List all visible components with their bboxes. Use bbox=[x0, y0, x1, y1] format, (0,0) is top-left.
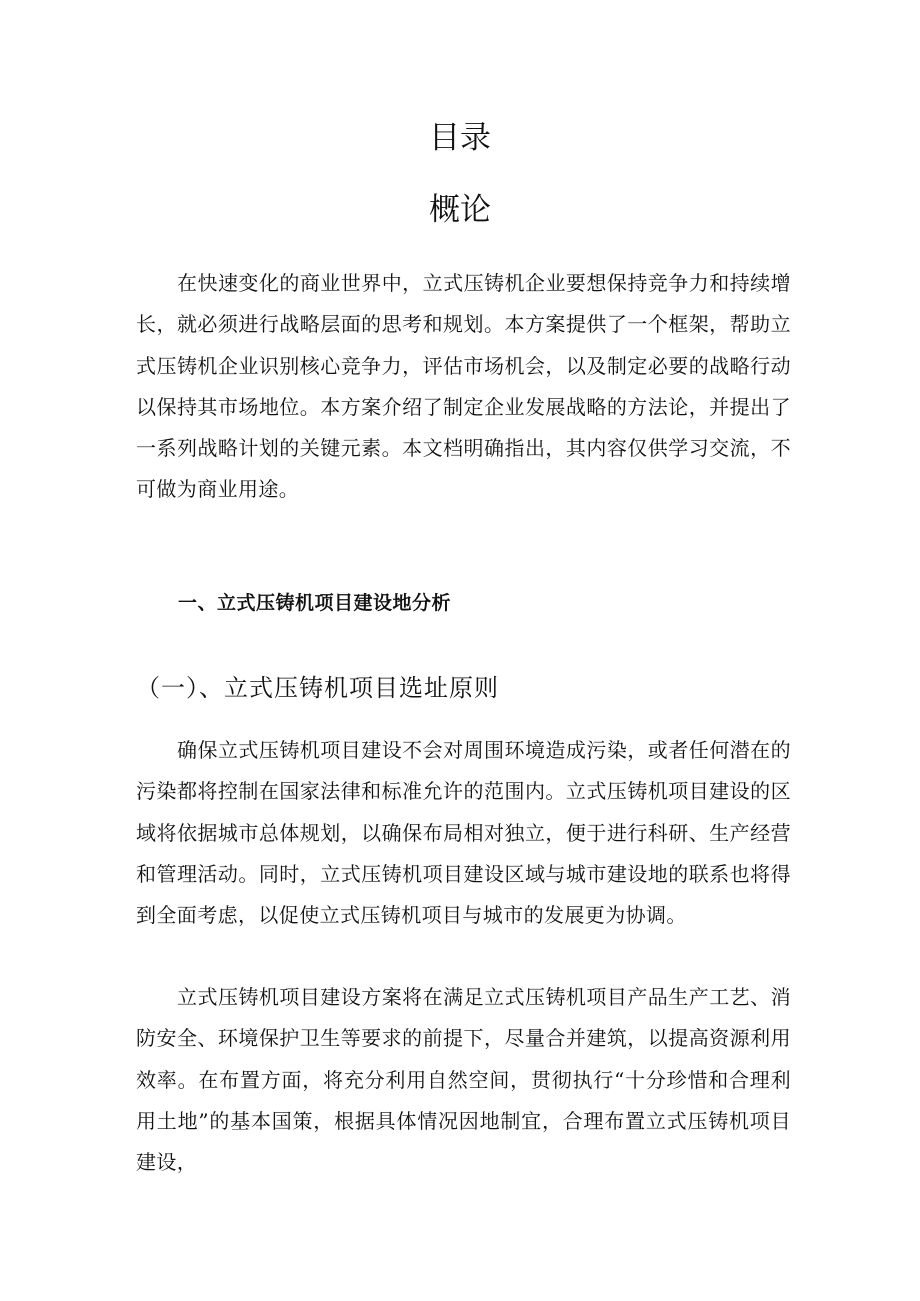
section-heading: 一、立式压铸机项目建设地分析 bbox=[178, 592, 452, 614]
toc-title: 目录 bbox=[429, 120, 491, 156]
intro-paragraph: 在快速变化的商业世界中，立式压铸机企业要想保持竞争力和持续增长，就必须进行战略层面的思考和规划。本方案提供了一个框架，帮助立式压铸机企业识别核心竞争力，评估市场机会，以及制定必要的战略行动以保持其市场地位。本方案介绍了制定企业发展战略的方法论，并提出了一系列战略计划的关键元素。本文档明确指出，其内容仅供学习交流，不可做为商业用途。 bbox=[136, 271, 791, 502]
intro-title: 概论 bbox=[429, 192, 491, 228]
subsection-heading: （一）、立式压铸机项目选址原则 bbox=[136, 674, 499, 702]
body-paragraph: 确保立式压铸机项目建设不会对周围环境造成污染，或者任何潜在的污染都将控制在国家法律和标准允许的范围内。立式压铸机项目建设的区域将依据城市总体规划，以确保布局相对独立，便于进行科研、生产经营和管理活动。同时，立式压铸机项目建设区域与城市建设地的联系也将得到全面考虑，以促使立式压铸机项目与城市的发展更为协调。 bbox=[136, 738, 791, 928]
body-paragraph: 立式压铸机项目建设方案将在满足立式压铸机项目产品生产工艺、消防安全、环境保护卫生等要求的前提下，尽量合并建筑，以提高资源利用效率。在布置方面，将充分利用自然空间，贯彻执行“十分珍惜和合理利用土地”的基本国策，根据具体情况因地制宜，合理布置立式压铸机项目建设， bbox=[136, 985, 791, 1175]
